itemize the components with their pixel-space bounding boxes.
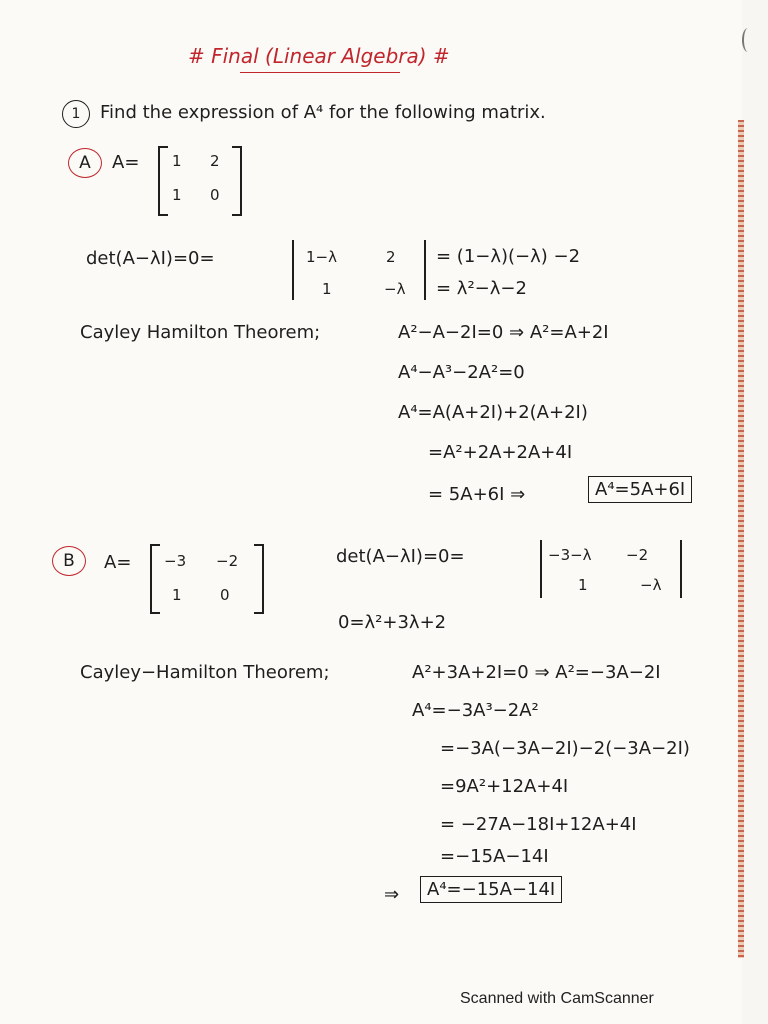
part-b-final-answer: A⁴=−15A−14I <box>420 876 562 903</box>
det-cell: 1 <box>322 280 332 298</box>
det-cell: −λ <box>384 280 406 298</box>
step-line: = 5A+6I ⇒ <box>428 484 526 505</box>
step-line: A⁴−A³−2A²=0 <box>398 362 525 383</box>
matrix-left-bracket <box>158 146 168 216</box>
det-cell: −3−λ <box>548 546 592 564</box>
matrix-cell: 1 <box>172 186 182 204</box>
matrix-cell: 2 <box>210 152 220 170</box>
matrix-left-bracket <box>150 544 160 614</box>
step-line: =A²+2A+2A+4I <box>428 442 573 463</box>
det-result-line: = (1−λ)(−λ) −2 <box>436 246 581 267</box>
page-title: # Final (Linear Algebra) # <box>188 44 450 68</box>
question-text: Find the expression of A⁴ for the following matrix. <box>100 102 546 123</box>
question-number-badge: 1 <box>62 100 90 128</box>
part-a-matrix-prefix: A= <box>112 152 140 173</box>
matrix-cell: −2 <box>216 552 239 570</box>
det-right-bar <box>680 540 682 598</box>
step-line: A²+3A+2I=0 ⇒ A²=−3A−2I <box>412 662 661 683</box>
det-result-line: = λ²−λ−2 <box>436 278 527 299</box>
part-b-matrix-prefix: A= <box>104 552 132 573</box>
det-cell: −λ <box>640 576 662 594</box>
characteristic-equation: 0=λ²+3λ+2 <box>338 612 447 633</box>
matrix-right-bracket <box>232 146 242 216</box>
det-left-bar <box>540 540 542 598</box>
step-line: A²−A−2I=0 ⇒ A²=A+2I <box>398 322 609 343</box>
matrix-cell: 0 <box>220 586 230 604</box>
scanner-watermark: Scanned with CamScanner <box>460 990 654 1007</box>
step-line: A⁴=A(A+2I)+2(A+2I) <box>398 402 588 423</box>
det-cell: 1 <box>578 576 588 594</box>
det-left-bar <box>292 240 294 300</box>
theorem-label: Cayley Hamilton Theorem; <box>80 322 321 343</box>
det-right-bar <box>424 240 426 300</box>
step-line: =9A²+12A+4I <box>440 776 569 797</box>
matrix-cell: −3 <box>164 552 187 570</box>
binder-edge <box>742 28 754 52</box>
det-expression: det(A−λI)=0= <box>86 248 215 269</box>
step-line: A⁴=−3A³−2A² <box>412 700 539 721</box>
det-cell: 2 <box>386 248 396 266</box>
step-line: = −27A−18I+12A+4I <box>440 814 637 835</box>
title-underline <box>240 72 400 73</box>
part-a-label: A <box>68 148 102 178</box>
det-expression: det(A−λI)=0= <box>336 546 465 567</box>
det-cell: 1−λ <box>306 248 337 266</box>
matrix-cell: 0 <box>210 186 220 204</box>
det-cell: −2 <box>626 546 649 564</box>
part-b-label: B <box>52 546 86 576</box>
step-line: =−3A(−3A−2I)−2(−3A−2I) <box>440 738 690 759</box>
matrix-cell: 1 <box>172 152 182 170</box>
theorem-label: Cayley−Hamilton Theorem; <box>80 662 330 683</box>
matrix-right-bracket <box>254 544 264 614</box>
part-a-final-answer: A⁴=5A+6I <box>588 476 692 503</box>
page-edge-strip <box>738 120 744 958</box>
matrix-cell: 1 <box>172 586 182 604</box>
step-line: =−15A−14I <box>440 846 549 867</box>
implies-arrow: ⇒ <box>384 884 400 905</box>
